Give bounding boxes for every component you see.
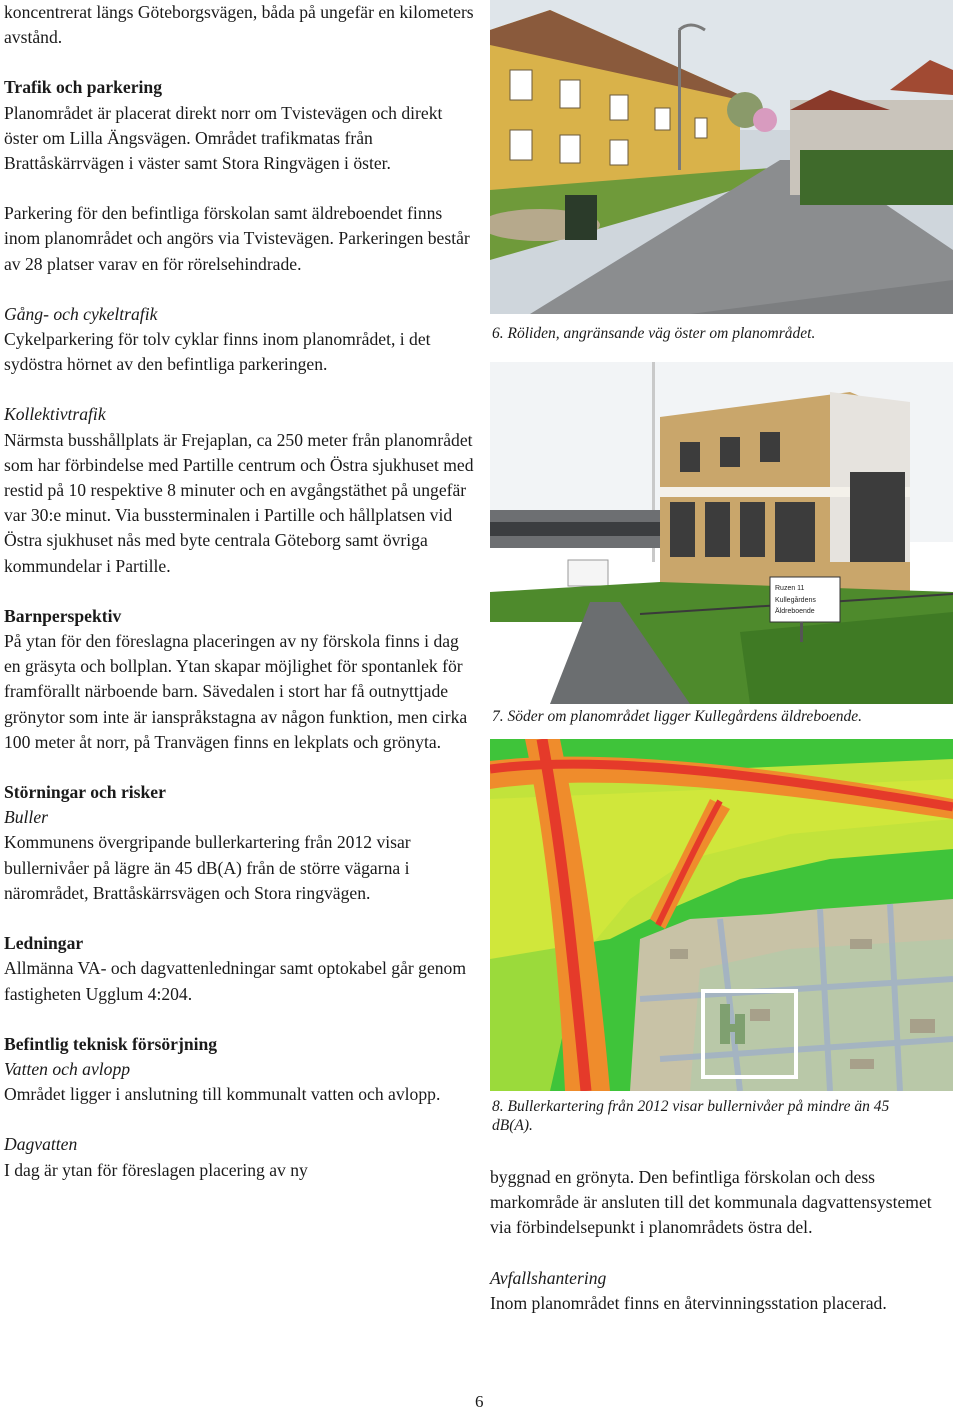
sign-line-2: Kullegårdens [775, 597, 816, 604]
child-perspective-paragraph: På ytan för den föreslagna placeringen av ny förskola finns i dag en gräsyta och bollplan. Ytan skapar möjlighet för spontanlek för framförallt närboende barn. Sävedalen i stort har få outnyttjade grönytor som inte är ianspråkstagna av någon funktion, men cirka 100 meter åt norr, på Tranvägen finns en lekplats och grönyta. [4, 631, 468, 752]
building-photo [490, 362, 953, 704]
page-number: 6 [475, 1392, 484, 1411]
noise-heading: Buller [4, 807, 48, 828]
stormwater-paragraph: I dag är ytan för föreslagen placering av ny [4, 1159, 308, 1180]
traffic-paragraph-2: Parkering för den befintliga förskolan samt äldreboendet finns inom planområdet och angörs via Tvistevägen. Parkeringen består av 28 platser varav en för rörelsehindrade. [4, 203, 470, 274]
stormwater-heading: Dagvatten [4, 1134, 78, 1155]
walk-bike-paragraph: Cykelparkering för tolv cyklar finns inom planområdet, i det sydöstra hörnet av den befintliga parkeringen. [4, 329, 431, 375]
right-column-text [490, 1165, 956, 1316]
traffic-heading: Trafik och parkering [4, 77, 163, 98]
left-column [4, 0, 474, 1183]
pipes-heading: Ledningar [4, 933, 84, 954]
water-paragraph: Området ligger i anslutning till kommunalt vatten och avlopp. [4, 1084, 441, 1105]
waste-heading: Avfallshantering [490, 1267, 607, 1288]
traffic-paragraph-1: Planområdet är placerat direkt norr om Tvistevägen och direkt öster om Lilla Ängsvägen. Området trafikmatas från Brattåskärrvägen i väster samt Stora Ringvägen i öster. [4, 102, 443, 174]
child-perspective-heading: Barnperspektiv [4, 605, 122, 626]
supply-heading: Befintlig teknisk försörjning [4, 1033, 218, 1054]
walk-bike-heading: Gång- och cykeltrafik [4, 303, 158, 324]
photo7-caption: 7. Söder om planområdet ligger Kullegårdens äldreboende. [492, 708, 862, 725]
waste-paragraph: Inom planområdet finns en återvinningsstation placerad. [490, 1292, 887, 1313]
stormwater-continuation: byggnad en grönyta. Den befintliga förskolan och dess markområde är ansluten till det kommunala dagvattensystemet via förbindelsepunkt i planområdets östra del. [490, 1167, 932, 1238]
street-photo [490, 0, 953, 314]
sign-line-1: Ruzen 11 [775, 585, 805, 592]
photo6-caption: 6. Röliden, angränsande väg öster om planområdet. [492, 325, 816, 342]
water-heading: Vatten och avlopp [4, 1058, 131, 1079]
sign-line-3: Äldreboende [775, 608, 815, 615]
transit-paragraph: Närmsta busshållplats är Frejaplan, ca 250 meter från planområdet som har förbindelse med Partille centrum och Östra sjukhuset med restid på 10 respektive 8 minuter och en avgångstäthet på ungefär var 30:e minut. Via bussterminalen i Partille och hållplatsen vid Östra sjukhuset nås med byte centrala Göteborg samt övriga kommundelar i Partille. [4, 429, 474, 576]
risks-heading: Störningar och risker [4, 782, 166, 803]
pipes-paragraph: Allmänna VA- och dagvattenledningar samt optokabel går genom fastigheten Ugglum 4:204. [4, 958, 467, 1004]
transit-heading: Kollektivtrafik [4, 404, 106, 425]
noise-map [490, 739, 953, 1091]
noise-paragraph: Kommunens övergripande bullerkartering från 2012 visar bullernivåer på lägre än 45 dB(A) från de större vägarna i närområdet, Brattåskärrsvägen och Stora ringvägen. [4, 832, 411, 903]
intro-paragraph: koncentrerat längs Göteborgsvägen, båda på ungefär en kilometers avstånd. [4, 2, 474, 48]
map8-caption: 8. Bullerkartering från 2012 visar bullernivåer på mindre än 45 dB(A). [492, 1098, 890, 1134]
